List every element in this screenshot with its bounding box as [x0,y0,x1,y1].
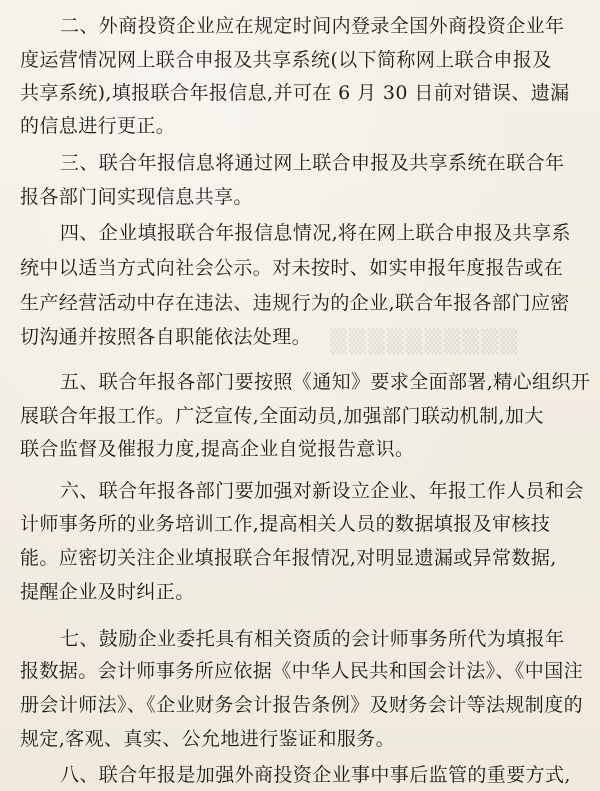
body-line: 提醒企业及时纠正。 [20,581,195,603]
body-line: 共享系统),填报联合年报信息,并可在 6 月 30 日前对错误、遗漏 [20,82,570,104]
body-line: 展联合年报工作。广泛宣传,全面动员,加强部门联动机制,加大 [20,405,544,427]
body-line: 规定,客观、真实、公允地进行鉴证和服务。 [20,728,396,750]
body-line: 报数据。会计师事务所应依据《中华人民共和国会计法》、《中国注 [20,660,584,682]
body-line: 生产经营活动中存在违法、违规行为的企业,联合年报各部门应密 [20,292,570,314]
body-line: 五、联合年报各部门要按照《通知》要求全面部署,精心组织开 [60,371,591,393]
body-line: 切沟通并按照各自职能依法处理。 [20,326,312,348]
body-line: 四、企业填报联合年报信息情况,将在网上联合申报及共享系 [60,222,571,244]
body-line: 联合监督及催报力度,提高企业自觉报告意识。 [20,438,415,460]
body-line: 度运营情况网上联合申报及共享系统(以下简称网上联合申报及 [20,49,552,71]
body-line: 统中以适当方式向社会公示。对未按时、如实申报年度报告或在 [20,257,564,279]
body-line: 计师事务所的业务培训工作,提高相关人员的数据填报及审核技 [20,513,551,535]
body-line: 报各部门间实现信息共享。 [20,186,253,208]
body-line: 八、联合年报是加强外商投资企业事中事后监管的重要方式, [60,764,571,786]
body-line: 的信息进行更正。 [20,115,176,137]
body-line: 三、联合年报信息将通过网上联合申报及共享系统在联合年 [60,152,565,174]
body-line: 二、外商投资企业应在规定时间内登录全国外商投资企业年 [60,15,565,37]
bleed-through-texture: ▒▒▒▒▒▒▒▒▒▒ [330,330,520,355]
body-line: 能。应密切关注企业填报联合年报情况,对明显遗漏或异常数据, [20,547,557,569]
body-line: 六、联合年报各部门要加强对新设立企业、年报工作人员和会 [60,480,584,502]
body-line: 册会计师法》、《企业财务会计报告条例》及财务会计等法规制度的 [20,694,584,716]
body-line: 七、鼓励企业委托具有相关资质的会计师事务所代为填报年 [60,628,565,650]
